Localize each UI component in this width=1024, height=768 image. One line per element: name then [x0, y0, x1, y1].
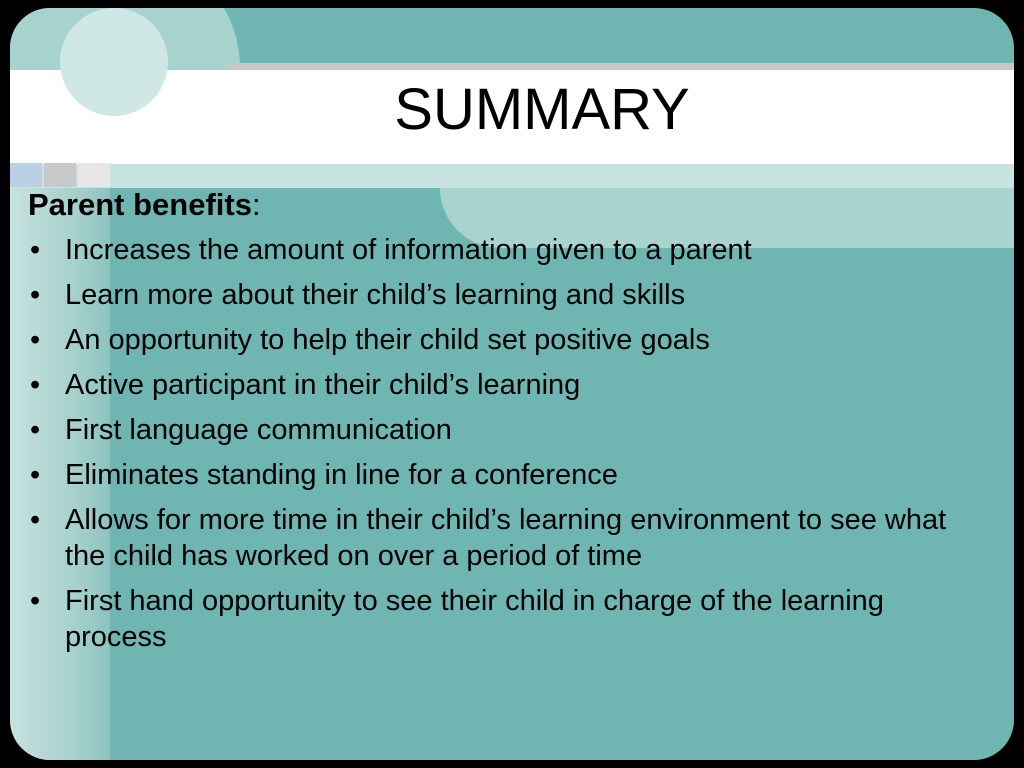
bullet-icon: • — [30, 369, 41, 401]
list-item — [28, 457, 978, 493]
bullet-icon: • — [30, 234, 41, 266]
list-item-text: Active participant in their child’s learning — [65, 369, 581, 401]
decor-square-light — [78, 163, 110, 187]
list-item-text: Allows for more time in their child’s learning environment to see what the child has worked on over a period of time — [65, 504, 947, 572]
list-item-text: Learn more about their child’s learning and skills — [65, 279, 686, 311]
bullet-icon: • — [30, 504, 41, 536]
list-item — [28, 367, 978, 403]
list-item-text: An opportunity to help their child set positive goals — [65, 324, 710, 356]
slide-body — [28, 186, 978, 664]
bullet-icon: • — [30, 414, 41, 446]
bullet-icon: • — [30, 324, 41, 356]
list-item-text: First hand opportunity to see their child in charge of the learning process — [65, 585, 884, 653]
list-item-text: Increases the amount of information given to a parent — [65, 234, 752, 266]
list-item — [28, 232, 978, 268]
list-item — [28, 502, 978, 574]
list-item — [28, 277, 978, 313]
list-item — [28, 322, 978, 358]
section-heading-colon: : — [251, 187, 261, 222]
decor-square-gray — [44, 163, 76, 187]
section-heading-text: Parent benefits — [28, 187, 252, 222]
bullet-icon: • — [30, 279, 41, 311]
decor-square-blue — [10, 163, 42, 187]
slide-title: SUMMARY — [394, 76, 690, 142]
list-item — [28, 583, 978, 655]
bullet-icon: • — [30, 585, 41, 617]
list-item-text: Eliminates standing in line for a conference — [65, 459, 618, 491]
bullet-icon: • — [30, 459, 41, 491]
section-heading — [28, 186, 978, 224]
bullet-list — [28, 232, 978, 655]
list-item — [28, 412, 978, 448]
list-item-text: First language communication — [65, 414, 452, 446]
